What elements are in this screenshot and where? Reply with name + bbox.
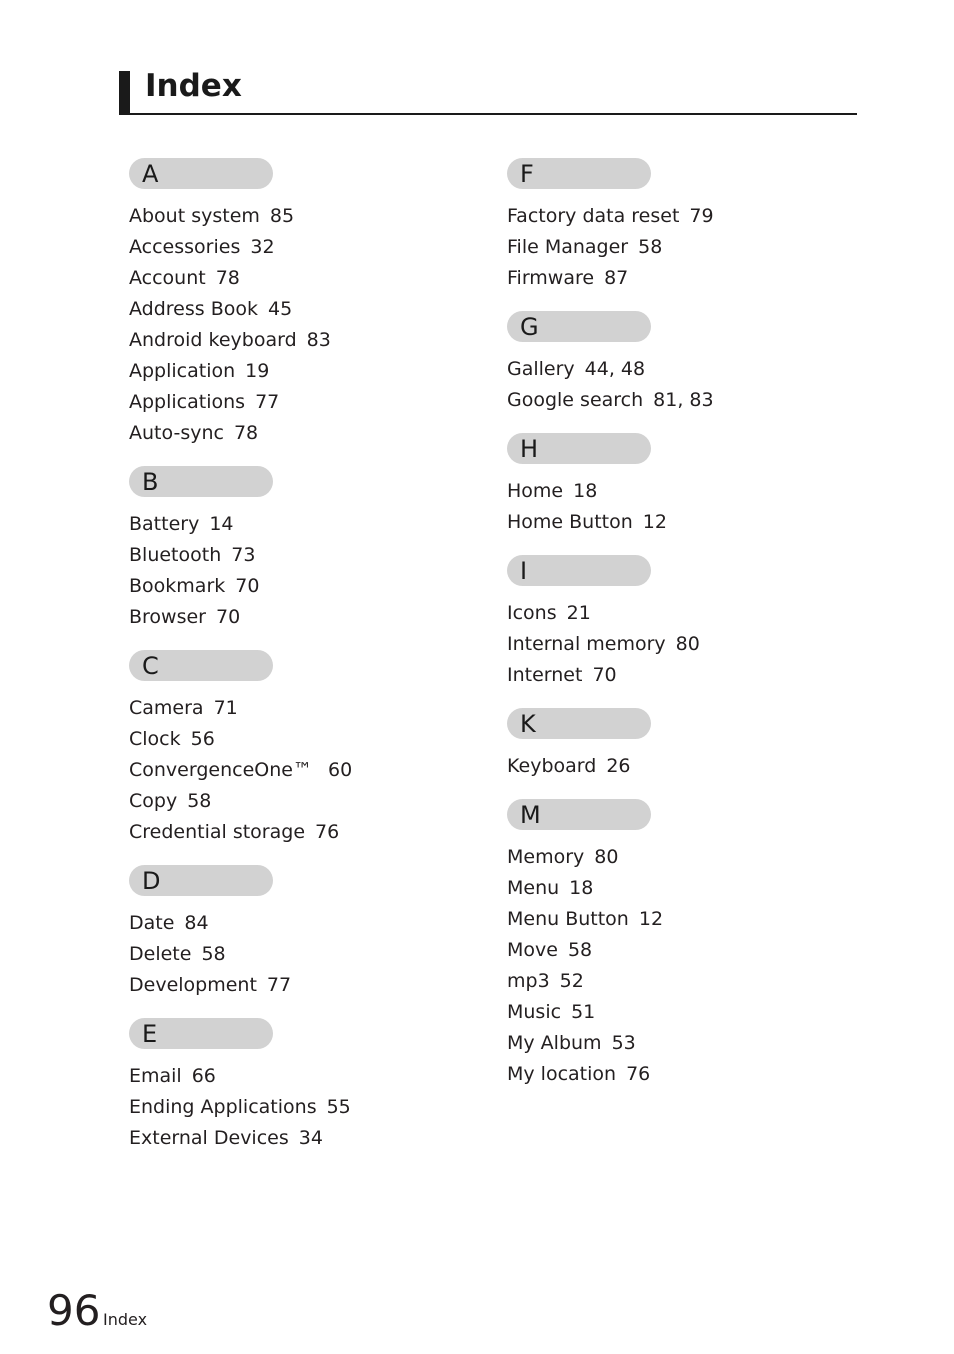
section-gap — [507, 416, 837, 433]
index-page-ref: 70 — [235, 575, 260, 597]
index-term: Delete — [129, 943, 192, 965]
index-entry — [507, 904, 837, 935]
index-page-ref: 58 — [638, 236, 663, 258]
index-entry — [507, 1059, 837, 1090]
index-term: Browser — [129, 606, 206, 628]
index-entry — [129, 1061, 459, 1092]
index-section-i — [507, 555, 837, 691]
index-entry — [507, 935, 837, 966]
section-letter-heading: M — [507, 799, 651, 830]
section-letter-heading: B — [129, 466, 273, 497]
index-term: My location — [507, 1063, 617, 1085]
index-page-ref: 56 — [190, 728, 215, 750]
index-page-ref: 78 — [215, 267, 240, 289]
index-term: Clock — [129, 728, 181, 750]
index-entry — [129, 325, 459, 356]
section-gap — [129, 449, 459, 466]
index-page-ref: 77 — [255, 391, 280, 413]
index-page-ref: 87 — [604, 267, 629, 289]
index-term: Copy — [129, 790, 178, 812]
section-letter-heading: D — [129, 865, 273, 896]
index-page-ref: 66 — [191, 1065, 216, 1087]
index-section-e — [129, 1018, 459, 1154]
index-entry — [129, 939, 459, 970]
index-entry — [507, 598, 837, 629]
index-entry — [129, 1092, 459, 1123]
section-letter-heading: E — [129, 1018, 273, 1049]
index-section-d — [129, 865, 459, 1001]
index-term: Account — [129, 267, 206, 289]
index-term: Internal memory — [507, 633, 666, 655]
index-page-ref: 60 — [328, 759, 353, 781]
index-section-k — [507, 708, 837, 782]
index-page-ref: 12 — [638, 908, 664, 930]
index-term: Email — [129, 1065, 182, 1087]
footer-section-label: Index — [103, 1310, 148, 1329]
index-term: About system — [129, 205, 260, 227]
index-page-ref: 14 — [209, 513, 234, 535]
section-gap — [507, 691, 837, 708]
index-entry — [129, 356, 459, 387]
index-column-left — [129, 158, 459, 1154]
index-entry — [129, 540, 459, 571]
index-term: External Devices — [129, 1127, 289, 1149]
index-page-ref: 70 — [592, 664, 617, 686]
index-entry — [507, 1028, 837, 1059]
index-section-a — [129, 158, 459, 449]
index-entry — [507, 660, 837, 691]
index-term: Bluetooth — [129, 544, 222, 566]
index-entry — [129, 817, 459, 848]
index-page-ref: 70 — [216, 606, 241, 628]
index-entry — [129, 201, 459, 232]
index-page-ref: 18 — [569, 877, 594, 899]
index-term: Home — [507, 480, 564, 502]
index-term: Gallery — [507, 358, 575, 380]
title-accent-bar — [119, 71, 130, 114]
index-page-ref: 80 — [594, 846, 619, 868]
index-page-ref: 44, 48 — [584, 358, 646, 380]
index-page-ref: 73 — [231, 544, 256, 566]
index-page-ref: 12 — [642, 511, 667, 533]
index-entry — [129, 418, 459, 449]
page-title: Index — [145, 68, 242, 104]
index-entry — [129, 755, 459, 786]
index-section-b — [129, 466, 459, 633]
index-section-h — [507, 433, 837, 538]
index-term: My Album — [507, 1032, 602, 1054]
index-page-ref: 52 — [559, 970, 584, 992]
index-term: Battery — [129, 513, 200, 535]
index-term: Development — [129, 974, 257, 996]
section-gap — [129, 633, 459, 650]
index-page-ref: 58 — [567, 939, 593, 961]
index-term: Home Button — [507, 511, 633, 533]
index-entry — [129, 263, 459, 294]
index-term: Google search — [507, 389, 644, 411]
index-page-ref: 81, 83 — [653, 389, 714, 411]
section-gap — [129, 1001, 459, 1018]
index-term: Camera — [129, 697, 204, 719]
index-term: Menu — [507, 877, 560, 899]
index-page-ref: 45 — [268, 298, 293, 320]
index-page-ref: 71 — [213, 697, 238, 719]
section-letter-heading: G — [507, 311, 651, 342]
index-term: Move — [507, 939, 558, 961]
index-term: Accessories — [129, 236, 241, 258]
index-page-ref: 80 — [675, 633, 700, 655]
index-page-ref: 18 — [573, 480, 598, 502]
index-term: Factory data reset — [507, 205, 680, 227]
index-entry — [507, 263, 837, 294]
section-letter-heading: F — [507, 158, 651, 189]
index-page-ref: 26 — [606, 755, 631, 777]
index-page-ref: 32 — [250, 236, 275, 258]
index-term: Music — [507, 1001, 562, 1023]
index-term: ConvergenceOne™ — [129, 759, 318, 781]
index-term: Ending Applications — [129, 1096, 317, 1118]
index-entry — [129, 509, 459, 540]
index-entry — [129, 724, 459, 755]
index-term: Date — [129, 912, 175, 934]
index-term: Application — [129, 360, 236, 382]
index-entry — [507, 354, 837, 385]
index-page-ref: 79 — [689, 205, 714, 227]
index-page-ref: 19 — [245, 360, 270, 382]
index-entry — [129, 571, 459, 602]
index-entry — [507, 476, 837, 507]
index-column-right — [507, 158, 837, 1090]
index-entry — [507, 629, 837, 660]
index-page-ref: 58 — [187, 790, 212, 812]
index-page-ref: 83 — [306, 329, 331, 351]
index-page-ref: 76 — [315, 821, 340, 843]
index-term: Icons — [507, 602, 557, 624]
index-page-ref: 85 — [269, 205, 295, 227]
index-term: Memory — [507, 846, 585, 868]
index-page-ref: 55 — [326, 1096, 351, 1118]
index-entry — [129, 786, 459, 817]
index-page-ref: 51 — [571, 1001, 596, 1023]
index-term: Android keyboard — [129, 329, 297, 351]
index-section-f — [507, 158, 837, 294]
index-term: Menu Button — [507, 908, 629, 930]
index-entry — [129, 294, 459, 325]
index-page-ref: 53 — [611, 1032, 636, 1054]
index-entry — [507, 232, 837, 263]
index-entry — [507, 507, 837, 538]
index-page-ref: 58 — [201, 943, 226, 965]
index-entry — [507, 873, 837, 904]
index-entry — [129, 908, 459, 939]
index-term: Keyboard — [507, 755, 597, 777]
section-letter-heading: H — [507, 433, 651, 464]
section-letter-heading: C — [129, 650, 273, 681]
index-section-c — [129, 650, 459, 848]
index-section-m — [507, 799, 837, 1090]
section-letter-heading: K — [507, 708, 651, 739]
index-term: mp3 — [507, 970, 550, 992]
section-letter-heading: I — [507, 555, 651, 586]
page-number: 96 — [47, 1286, 101, 1335]
section-gap — [507, 294, 837, 311]
index-entry — [507, 385, 837, 416]
index-entry — [129, 693, 459, 724]
index-term: Firmware — [507, 267, 595, 289]
index-term: Bookmark — [129, 575, 226, 597]
index-entry — [129, 387, 459, 418]
index-entry — [129, 1123, 459, 1154]
index-page-ref: 84 — [184, 912, 209, 934]
index-entry — [129, 970, 459, 1001]
index-term: Credential storage — [129, 821, 306, 843]
index-section-g — [507, 311, 837, 416]
index-page-ref: 78 — [233, 422, 259, 444]
index-entry — [129, 602, 459, 633]
section-gap — [507, 538, 837, 555]
index-term: Internet — [507, 664, 583, 686]
title-underline — [119, 113, 857, 115]
index-entry — [507, 842, 837, 873]
index-term: File Manager — [507, 236, 629, 258]
index-term: Auto-sync — [129, 422, 224, 444]
section-letter-heading: A — [129, 158, 273, 189]
index-entry — [507, 751, 837, 782]
index-entry — [507, 966, 837, 997]
index-entry — [129, 232, 459, 263]
index-term: Address Book — [129, 298, 258, 320]
index-term: Applications — [129, 391, 246, 413]
index-entry — [507, 997, 837, 1028]
section-gap — [129, 848, 459, 865]
section-gap — [507, 782, 837, 799]
index-page-ref: 34 — [298, 1127, 323, 1149]
index-page-ref: 76 — [626, 1063, 651, 1085]
index-entry — [507, 201, 837, 232]
index-page-ref: 77 — [266, 974, 292, 996]
index-page-ref: 21 — [566, 602, 591, 624]
